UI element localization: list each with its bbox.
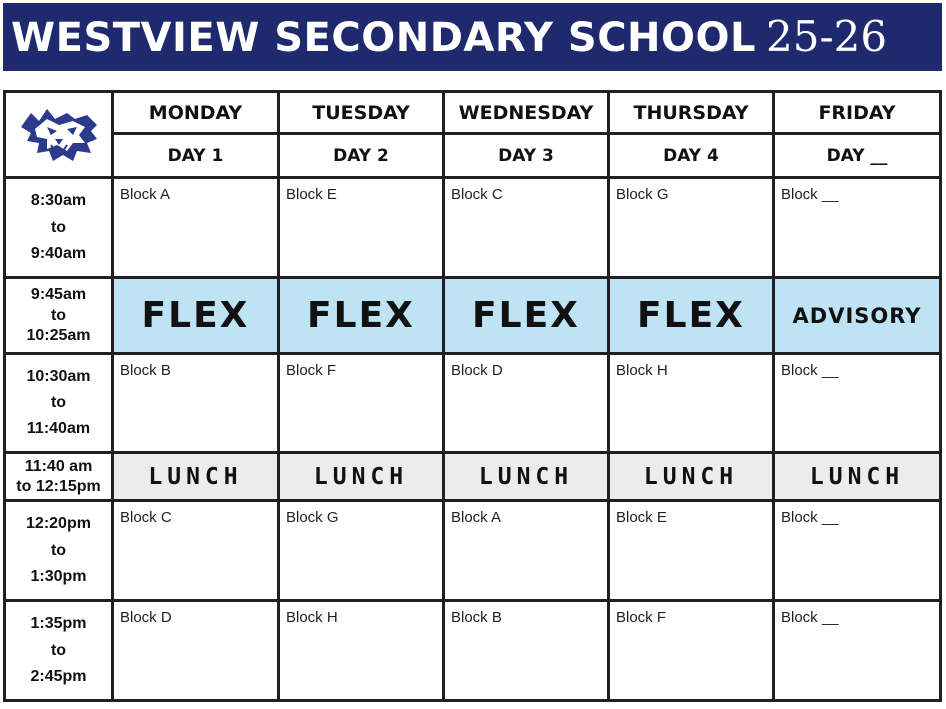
block-label: Block D — [120, 609, 172, 626]
day-name: THURSDAY — [633, 101, 749, 124]
block-label: Block H — [286, 609, 338, 626]
block-label: Block H — [616, 362, 668, 379]
day-name: WEDNESDAY — [458, 101, 594, 124]
block-label: Block G — [616, 186, 669, 203]
block-label: Block G — [286, 509, 339, 526]
time-label: 10:25am — [26, 326, 91, 344]
block-cell — [280, 179, 442, 276]
day-name: FRIDAY — [818, 101, 896, 124]
flex-cell — [445, 279, 607, 352]
day-number-header — [775, 135, 939, 176]
block-label: Block C — [451, 186, 503, 203]
block-cell — [775, 355, 939, 451]
block-label: Block F — [286, 362, 337, 379]
lunch-cell — [280, 454, 442, 499]
time-label: to — [50, 541, 67, 559]
lunch-cell — [114, 454, 277, 499]
block-label: Block A — [451, 509, 502, 526]
block-cell — [775, 179, 939, 276]
time-slot — [6, 454, 111, 499]
school-name: WESTVIEW SECONDARY SCHOOL — [11, 15, 757, 61]
day-number-header — [114, 135, 277, 176]
block-cell — [445, 602, 607, 699]
day-name-header — [775, 93, 939, 132]
flex-cell — [610, 279, 772, 352]
wildcat-mascot-icon — [17, 105, 101, 165]
time-label: 1:30pm — [30, 567, 87, 585]
advisory-label: ADVISORY — [792, 303, 922, 328]
title-banner — [3, 3, 942, 71]
block-cell — [775, 602, 939, 699]
block-label: Block B — [120, 362, 171, 379]
advisory-cell — [775, 279, 939, 352]
block-cell — [445, 502, 607, 599]
time-label: 10:30am — [26, 368, 91, 385]
block-cell — [114, 602, 277, 699]
block-label: Block D — [451, 362, 503, 379]
day-name-header — [114, 93, 277, 132]
block-label: Block A — [120, 186, 171, 203]
time-label: 2:45pm — [30, 667, 87, 685]
block-label: Block B — [451, 609, 502, 626]
flex-label: FLEX — [141, 295, 250, 336]
block-cell — [280, 355, 442, 451]
time-label: 11:40am — [26, 420, 91, 437]
day-name-header — [610, 93, 772, 132]
time-label: to — [50, 641, 67, 659]
time-label: to — [50, 218, 67, 236]
block-label: Block E — [616, 509, 667, 526]
flex-cell — [280, 279, 442, 352]
block-label: Block C — [120, 509, 172, 526]
flex-cell — [114, 279, 277, 352]
day-name-header — [445, 93, 607, 132]
day-number-header — [280, 135, 442, 176]
day-number: DAY 1 — [167, 145, 224, 166]
lunch-label: LUNCH — [313, 463, 409, 490]
block-label: Block __ — [781, 362, 839, 379]
time-label: 9:40am — [30, 244, 87, 262]
block-cell — [114, 502, 277, 599]
time-label: 1:35pm — [30, 615, 87, 633]
block-label: Block E — [286, 186, 337, 203]
time-label: to — [50, 306, 67, 324]
day-name-header — [280, 93, 442, 132]
block-label: Block __ — [781, 509, 839, 526]
time-label: 8:30am — [30, 192, 87, 210]
day-name: MONDAY — [148, 101, 243, 124]
time-slot — [6, 355, 111, 451]
block-cell — [610, 179, 772, 276]
block-cell — [610, 355, 772, 451]
time-slot — [6, 279, 111, 352]
lunch-label: LUNCH — [148, 463, 243, 490]
flex-label: FLEX — [472, 295, 580, 336]
lunch-label: LUNCH — [643, 463, 739, 490]
day-name: TUESDAY — [312, 101, 410, 124]
time-label: to — [50, 394, 67, 411]
time-label: 9:45am — [30, 286, 87, 304]
block-cell — [445, 179, 607, 276]
day-number: DAY 2 — [333, 145, 389, 166]
lunch-label: LUNCH — [809, 463, 905, 490]
time-slot — [6, 502, 111, 599]
page-title — [11, 5, 887, 69]
lunch-cell — [610, 454, 772, 499]
time-label: to 12:15pm — [16, 477, 101, 495]
block-cell — [775, 502, 939, 599]
block-label: Block __ — [781, 186, 839, 203]
day-number: DAY 3 — [498, 145, 554, 166]
time-label: 12:20pm — [26, 515, 91, 533]
time-label: 11:40 am — [24, 457, 93, 475]
time-slot — [6, 602, 111, 699]
lunch-label: LUNCH — [478, 463, 574, 490]
block-cell — [114, 179, 277, 276]
block-cell — [280, 602, 442, 699]
flex-label: FLEX — [307, 295, 415, 336]
day-number-header — [445, 135, 607, 176]
block-cell — [114, 355, 277, 451]
day-number: DAY __ — [826, 145, 888, 166]
school-year: 25-26 — [766, 12, 888, 61]
flex-label: FLEX — [637, 295, 745, 336]
block-label: Block F — [616, 609, 667, 626]
day-number-header — [610, 135, 772, 176]
schedule-table — [3, 90, 942, 702]
block-label: Block __ — [781, 609, 839, 626]
block-cell — [610, 502, 772, 599]
logo-cell — [6, 93, 111, 176]
day-number: DAY 4 — [663, 145, 719, 166]
block-cell — [610, 602, 772, 699]
lunch-cell — [445, 454, 607, 499]
block-cell — [445, 355, 607, 451]
time-slot — [6, 179, 111, 276]
block-cell — [280, 502, 442, 599]
lunch-cell — [775, 454, 939, 499]
